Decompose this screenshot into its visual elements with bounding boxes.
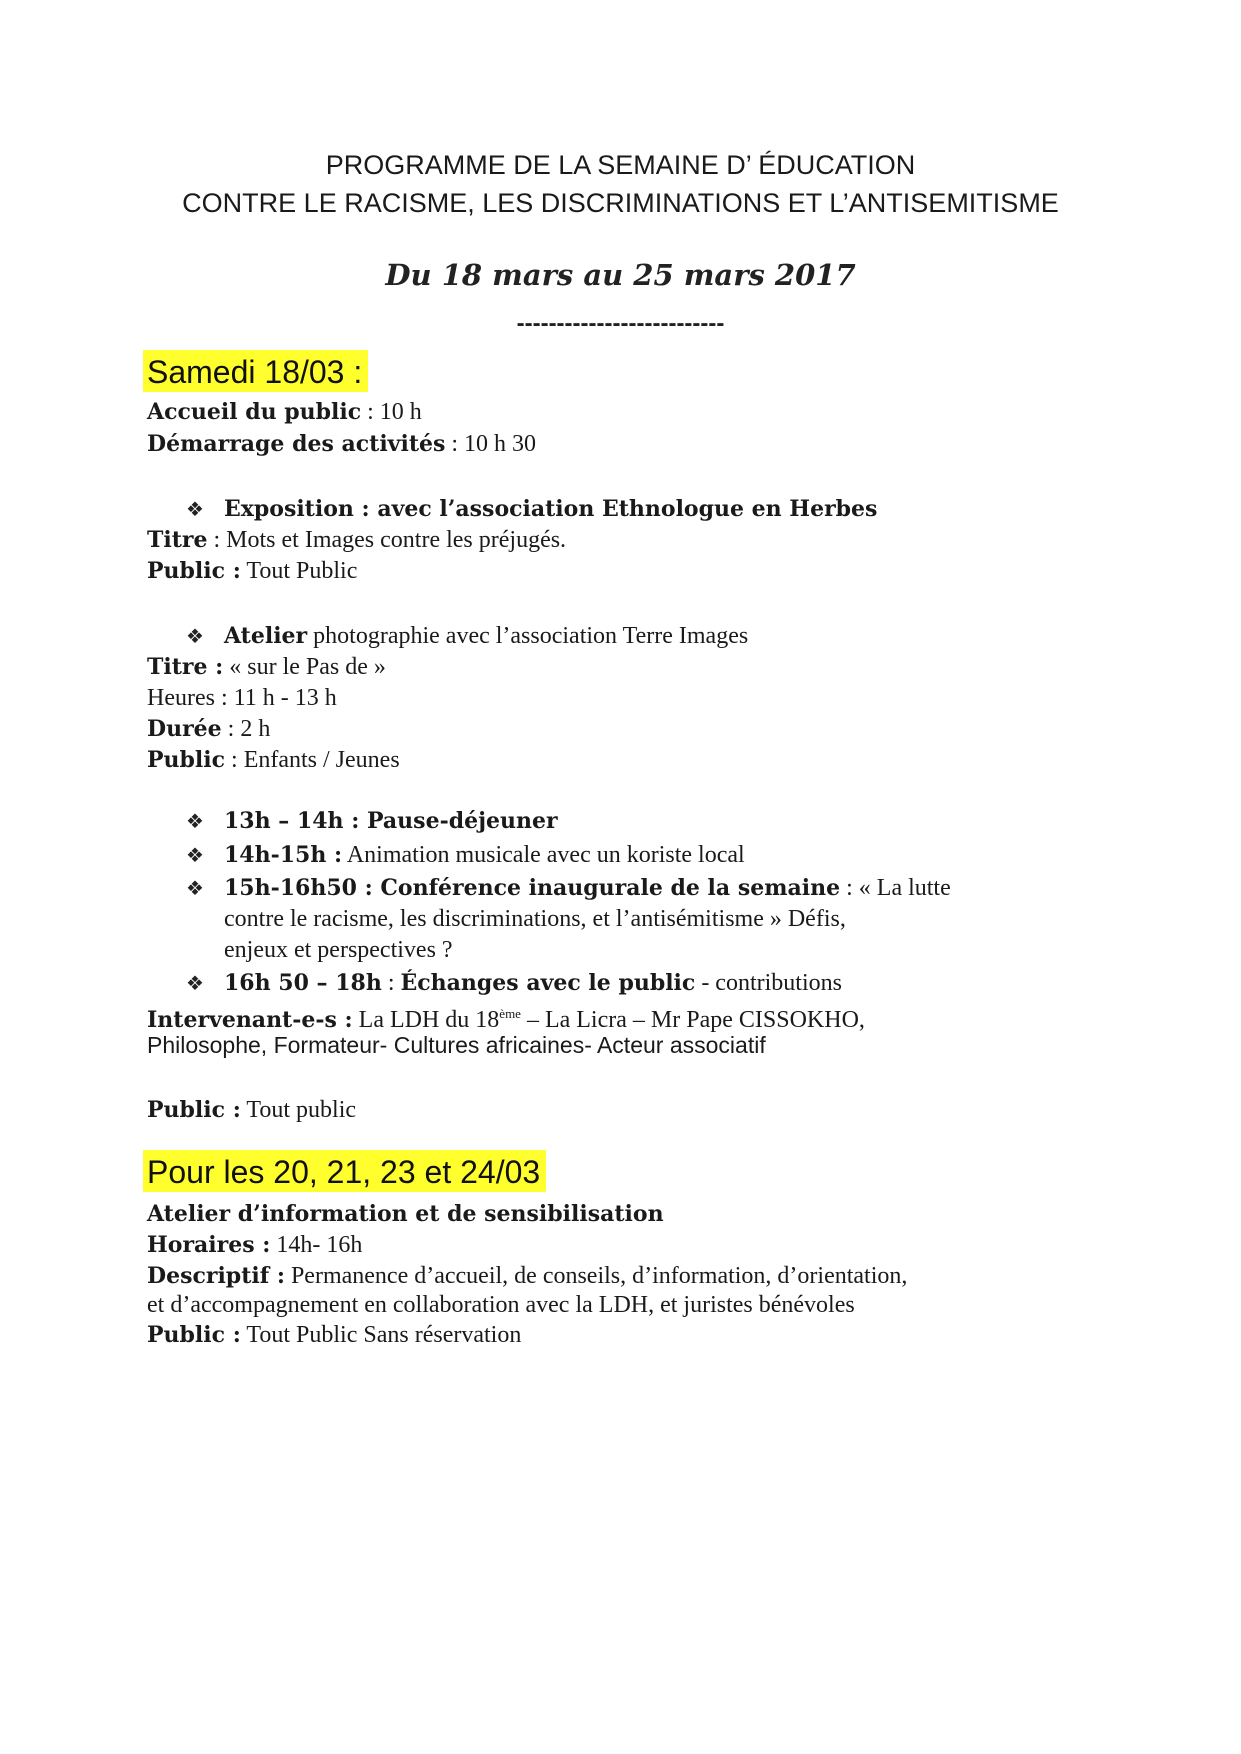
- atelier-duree-value: : 2 h: [221, 716, 271, 742]
- weekdays-public-line: [147, 1320, 521, 1350]
- saturday-public-label: Public :: [147, 1097, 241, 1123]
- demarrage-line: [147, 429, 536, 459]
- expo-titre-line: [147, 525, 566, 555]
- atelier-titre-line: [147, 652, 386, 682]
- demarrage-label: Démarrage des activités: [147, 431, 446, 457]
- echanges-time: 16h 50 – 18h: [224, 970, 382, 996]
- intervenants-value-a: La LDH du 18: [352, 1007, 500, 1033]
- echanges-sep: :: [381, 970, 401, 996]
- atelier-heading: [224, 621, 748, 652]
- diamond-bullet-icon: ❖: [186, 809, 204, 833]
- weekdays-heading: Pour les 20, 21, 23 et 24/03: [143, 1150, 546, 1192]
- atelier-duree-line: [147, 714, 270, 744]
- demarrage-value: : 10 h 30: [445, 431, 537, 457]
- conference-line-1: [224, 873, 951, 904]
- horaires-value: 14h- 16h: [270, 1232, 363, 1258]
- conference-line-3: enjeux et perspectives ?: [224, 937, 453, 963]
- accueil-label: Accueil du public: [147, 399, 362, 425]
- conference-label: 15h-16h50 : Conférence inaugurale de la semaine: [224, 875, 841, 901]
- diamond-bullet-icon: ❖: [186, 497, 204, 521]
- conference-line-2: contre le racisme, les discriminations, et l’antisémitisme » Défis,: [224, 906, 846, 932]
- descriptif-line-2: et d’accompagnement en collaboration avec la LDH, et juristes bénévoles: [147, 1292, 855, 1318]
- weekdays-public-value: Tout Public Sans réservation: [240, 1322, 522, 1348]
- intervenants-value-b: – La Licra – Mr Pape CISSOKHO,: [520, 1007, 865, 1033]
- title-line-1: PROGRAMME DE LA SEMAINE D’ ÉDUCATION: [325, 150, 916, 180]
- animation-label: 14h-15h :: [224, 842, 343, 868]
- echanges-label: Échanges avec le public: [400, 970, 696, 996]
- atelier-heures-line: Heures : 11 h - 13 h: [147, 685, 337, 711]
- descriptif-label: Descriptif :: [147, 1263, 285, 1289]
- horaires-label: Horaires :: [147, 1232, 271, 1258]
- expo-heading-text: Exposition : avec l’association Ethnologue en Herbes: [224, 496, 878, 522]
- animation-line: [224, 840, 745, 871]
- echanges-line: [224, 968, 842, 999]
- diamond-bullet-icon: ❖: [186, 843, 204, 867]
- saturday-public-value: Tout public: [240, 1097, 357, 1123]
- atelier-duree-label: Durée: [147, 716, 222, 742]
- atelier-public-value: : Enfants / Jeunes: [225, 747, 400, 773]
- expo-public-line: [147, 556, 357, 586]
- title-line-2: CONTRE LE RACISME, LES DISCRIMINATIONS ET L’ANTISEMITISME: [182, 188, 1059, 218]
- intervenants-label: Intervenant-e-s :: [147, 1007, 353, 1033]
- conference-value-1: : « La lutte: [840, 875, 951, 901]
- weekdays-atelier-title: [147, 1199, 664, 1229]
- descriptif-line-1: [147, 1261, 907, 1291]
- diamond-bullet-icon: ❖: [186, 624, 204, 648]
- expo-heading: [224, 494, 877, 525]
- diamond-bullet-icon: ❖: [186, 971, 204, 995]
- expo-public-value: Tout Public: [240, 558, 358, 584]
- weekdays-atelier-title-text: Atelier d’information et de sensibilisation: [147, 1201, 664, 1227]
- accueil-line: [147, 397, 422, 427]
- atelier-titre-value: « sur le Pas de »: [223, 654, 386, 680]
- atelier-value: photographie avec l’association Terre Images: [307, 623, 749, 649]
- diamond-bullet-icon: ❖: [186, 876, 204, 900]
- saturday-heading: Samedi 18/03 :: [143, 350, 368, 392]
- atelier-public-label: Public: [147, 747, 226, 773]
- pause-line: [224, 806, 558, 837]
- expo-titre-value: : Mots et Images contre les préjugés.: [207, 527, 567, 553]
- expo-public-label: Public :: [147, 558, 241, 584]
- horaires-line: [147, 1230, 362, 1260]
- atelier-public-line: [147, 745, 400, 775]
- atelier-label: Atelier: [224, 623, 308, 649]
- echanges-value: - contributions: [695, 970, 842, 996]
- intervenants-line-2: Philosophe, Formateur- Cultures africaines- Acteur associatif: [147, 1032, 766, 1058]
- saturday-public-line: [147, 1095, 356, 1125]
- animation-value: Animation musicale avec un koriste local: [342, 842, 745, 868]
- weekdays-public-label: Public :: [147, 1322, 241, 1348]
- separator-line: --------------------------: [516, 310, 725, 337]
- intervenants-sup: ème: [499, 1006, 521, 1021]
- expo-titre-label: Titre: [147, 527, 208, 553]
- date-range: Du 18 mars au 25 mars 2017: [385, 258, 856, 292]
- accueil-value: : 10 h: [361, 399, 422, 425]
- pause-text: 13h – 14h : Pause-déjeuner: [224, 808, 558, 834]
- descriptif-value-1: Permanence d’accueil, de conseils, d’information, d’orientation,: [284, 1263, 908, 1289]
- atelier-titre-label: Titre :: [147, 654, 224, 680]
